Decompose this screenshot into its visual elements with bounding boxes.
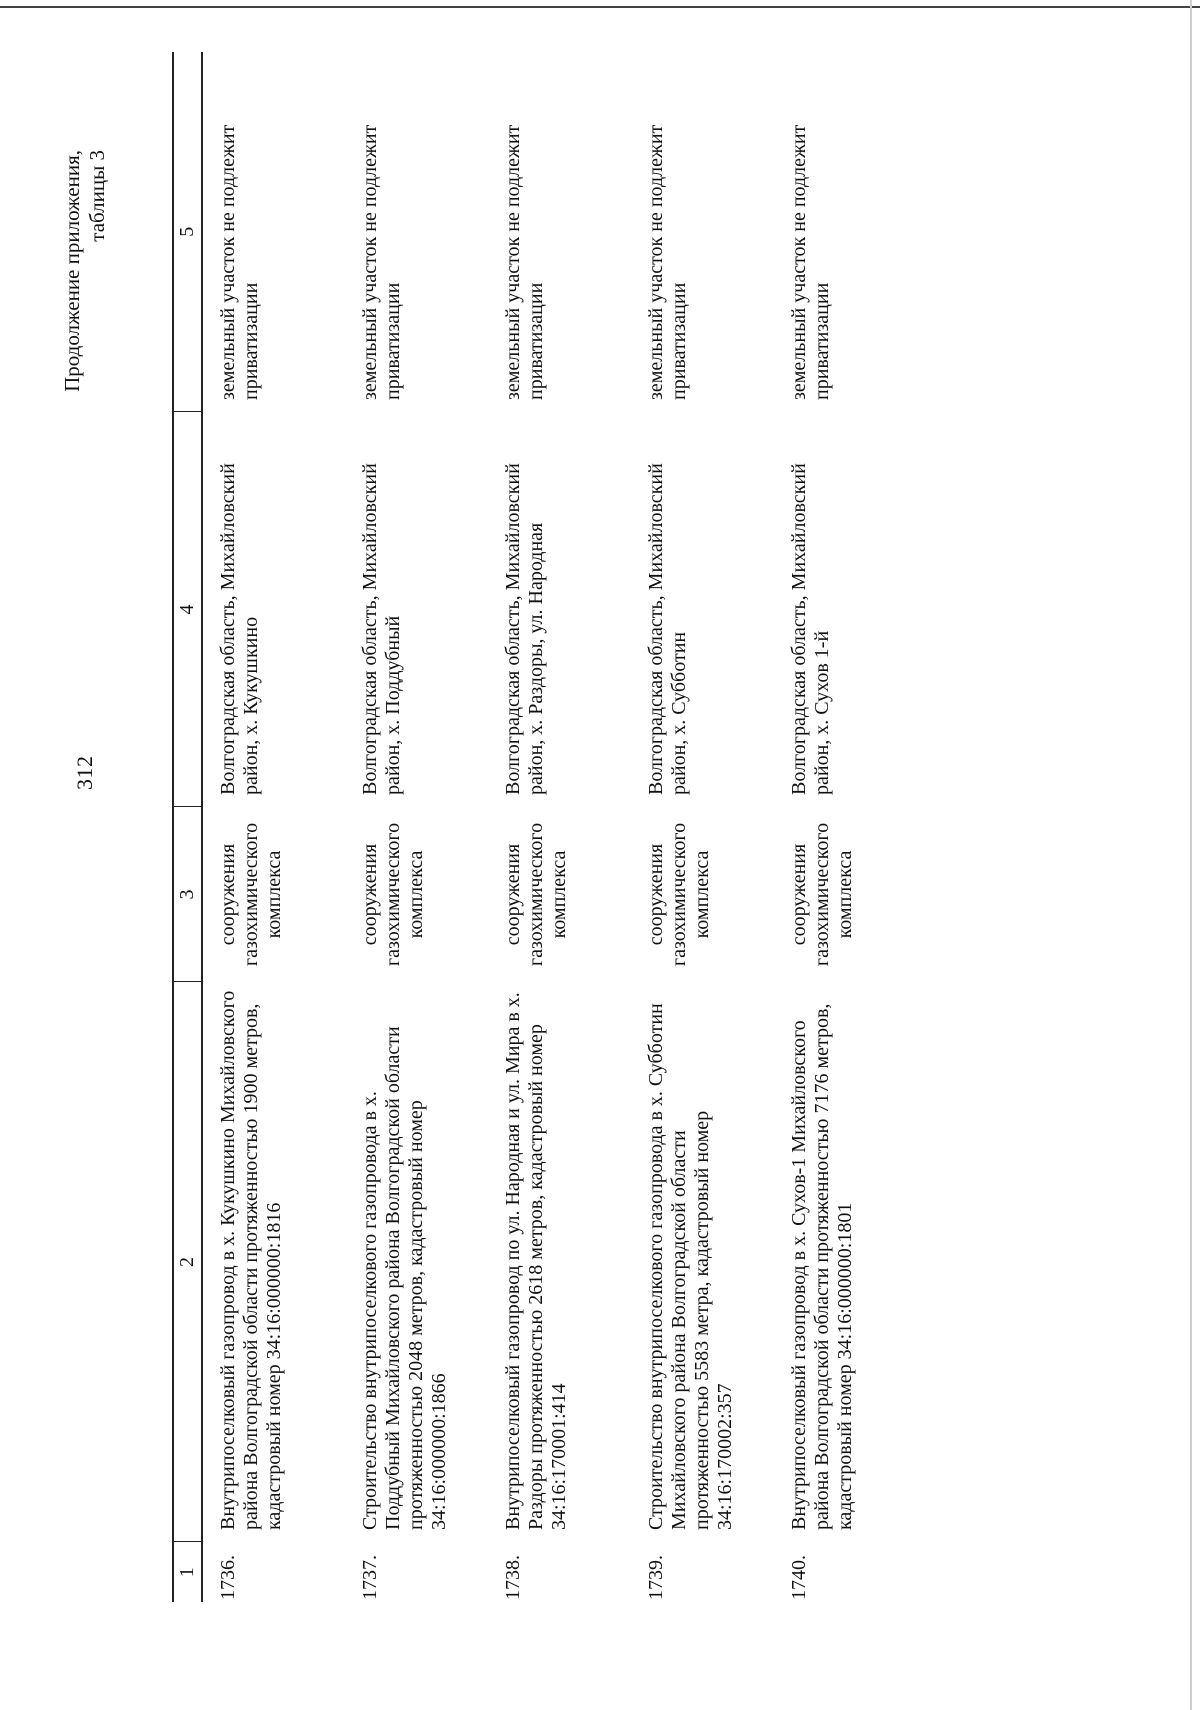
object-note: земельный участок не подлежит приватизации [217,124,262,400]
object-name: Внутрипоселковый газопровод в х. Кукушкино Михайловского района Волгоградской области протяженностью 1900 метров, кадастровый номер 34:16:000000:1816 [217,990,285,1530]
row-number: 1740. [788,1555,810,1600]
object-name: Строительство внутрипоселкового газопровода в х. Субботин Михайловского района Волгоградской области протяженностью 5583 метра, кадастровый номер 34:16:170002:357 [645,1003,736,1530]
continuation-note-line2: таблицы 3 [85,150,109,242]
row-number: 1737. [359,1555,381,1600]
table-row [631,52,774,1602]
column-header-1: 1 [173,1542,202,1602]
continuation-note-line1: Продолжение приложения, [60,150,84,392]
continuation-note [60,150,110,392]
object-note: земельный участок не подлежит приватизации [502,124,547,400]
object-purpose: сооружения газохимического комплекса [788,822,856,967]
object-note: земельный участок не подлежит приватизации [788,124,833,400]
object-purpose: сооружения газохимического комплекса [217,822,285,967]
object-name: Внутрипоселковый газопровод в х. Сухов-1 Михайловского района Волгоградской области протяженностью 7176 метров, кадастровый номер 34:16:000000:1801 [788,1003,856,1530]
table-header-row [173,52,202,1602]
column-header-2: 2 [173,982,202,1542]
column-header-5: 5 [173,52,202,412]
object-address: Волгоградская область, Михайловский район, х. Сухов 1-й [788,463,833,795]
row-number: 1736. [217,1555,239,1600]
property-table [172,52,917,1602]
table-row [345,52,488,1602]
column-header-3: 3 [173,807,202,982]
object-note: земельный участок не подлежит приватизации [645,124,690,400]
object-address: Волгоградская область, Михайловский район, х. Раздоры, ул. Народная [502,463,547,795]
object-note: земельный участок не подлежит приватизации [359,124,404,400]
column-header-4: 4 [173,412,202,807]
row-number: 1738. [502,1555,524,1600]
object-address: Волгоградская область, Михайловский район, х. Поддубный [359,463,404,795]
object-name: Строительство внутрипоселкового газопровода в х. Поддубный Михайловского района Волгоградской области протяженностью 2048 метров, кадастровый номер 34:16:000000:1866 [359,1026,450,1530]
page-number: 312 [72,755,97,790]
object-address: Волгоградская область, Михайловский район, х. Субботин [645,463,690,795]
table-row [202,52,345,1602]
row-number: 1739. [645,1555,667,1600]
object-purpose: сооружения газохимического комплекса [502,822,570,967]
object-purpose: сооружения газохимического комплекса [645,822,713,967]
table-row [774,52,917,1602]
object-address: Волгоградская область, Михайловский район, х. Кукушкино [217,463,262,795]
object-name: Внутрипоселковый газопровод по ул. Народная и ул. Мира в х. Раздоры протяженностью 2618 метров, кадастровый номер 34:16:170001:414 [502,992,570,1530]
object-purpose: сооружения газохимического комплекса [359,822,427,967]
table-row [488,52,631,1602]
